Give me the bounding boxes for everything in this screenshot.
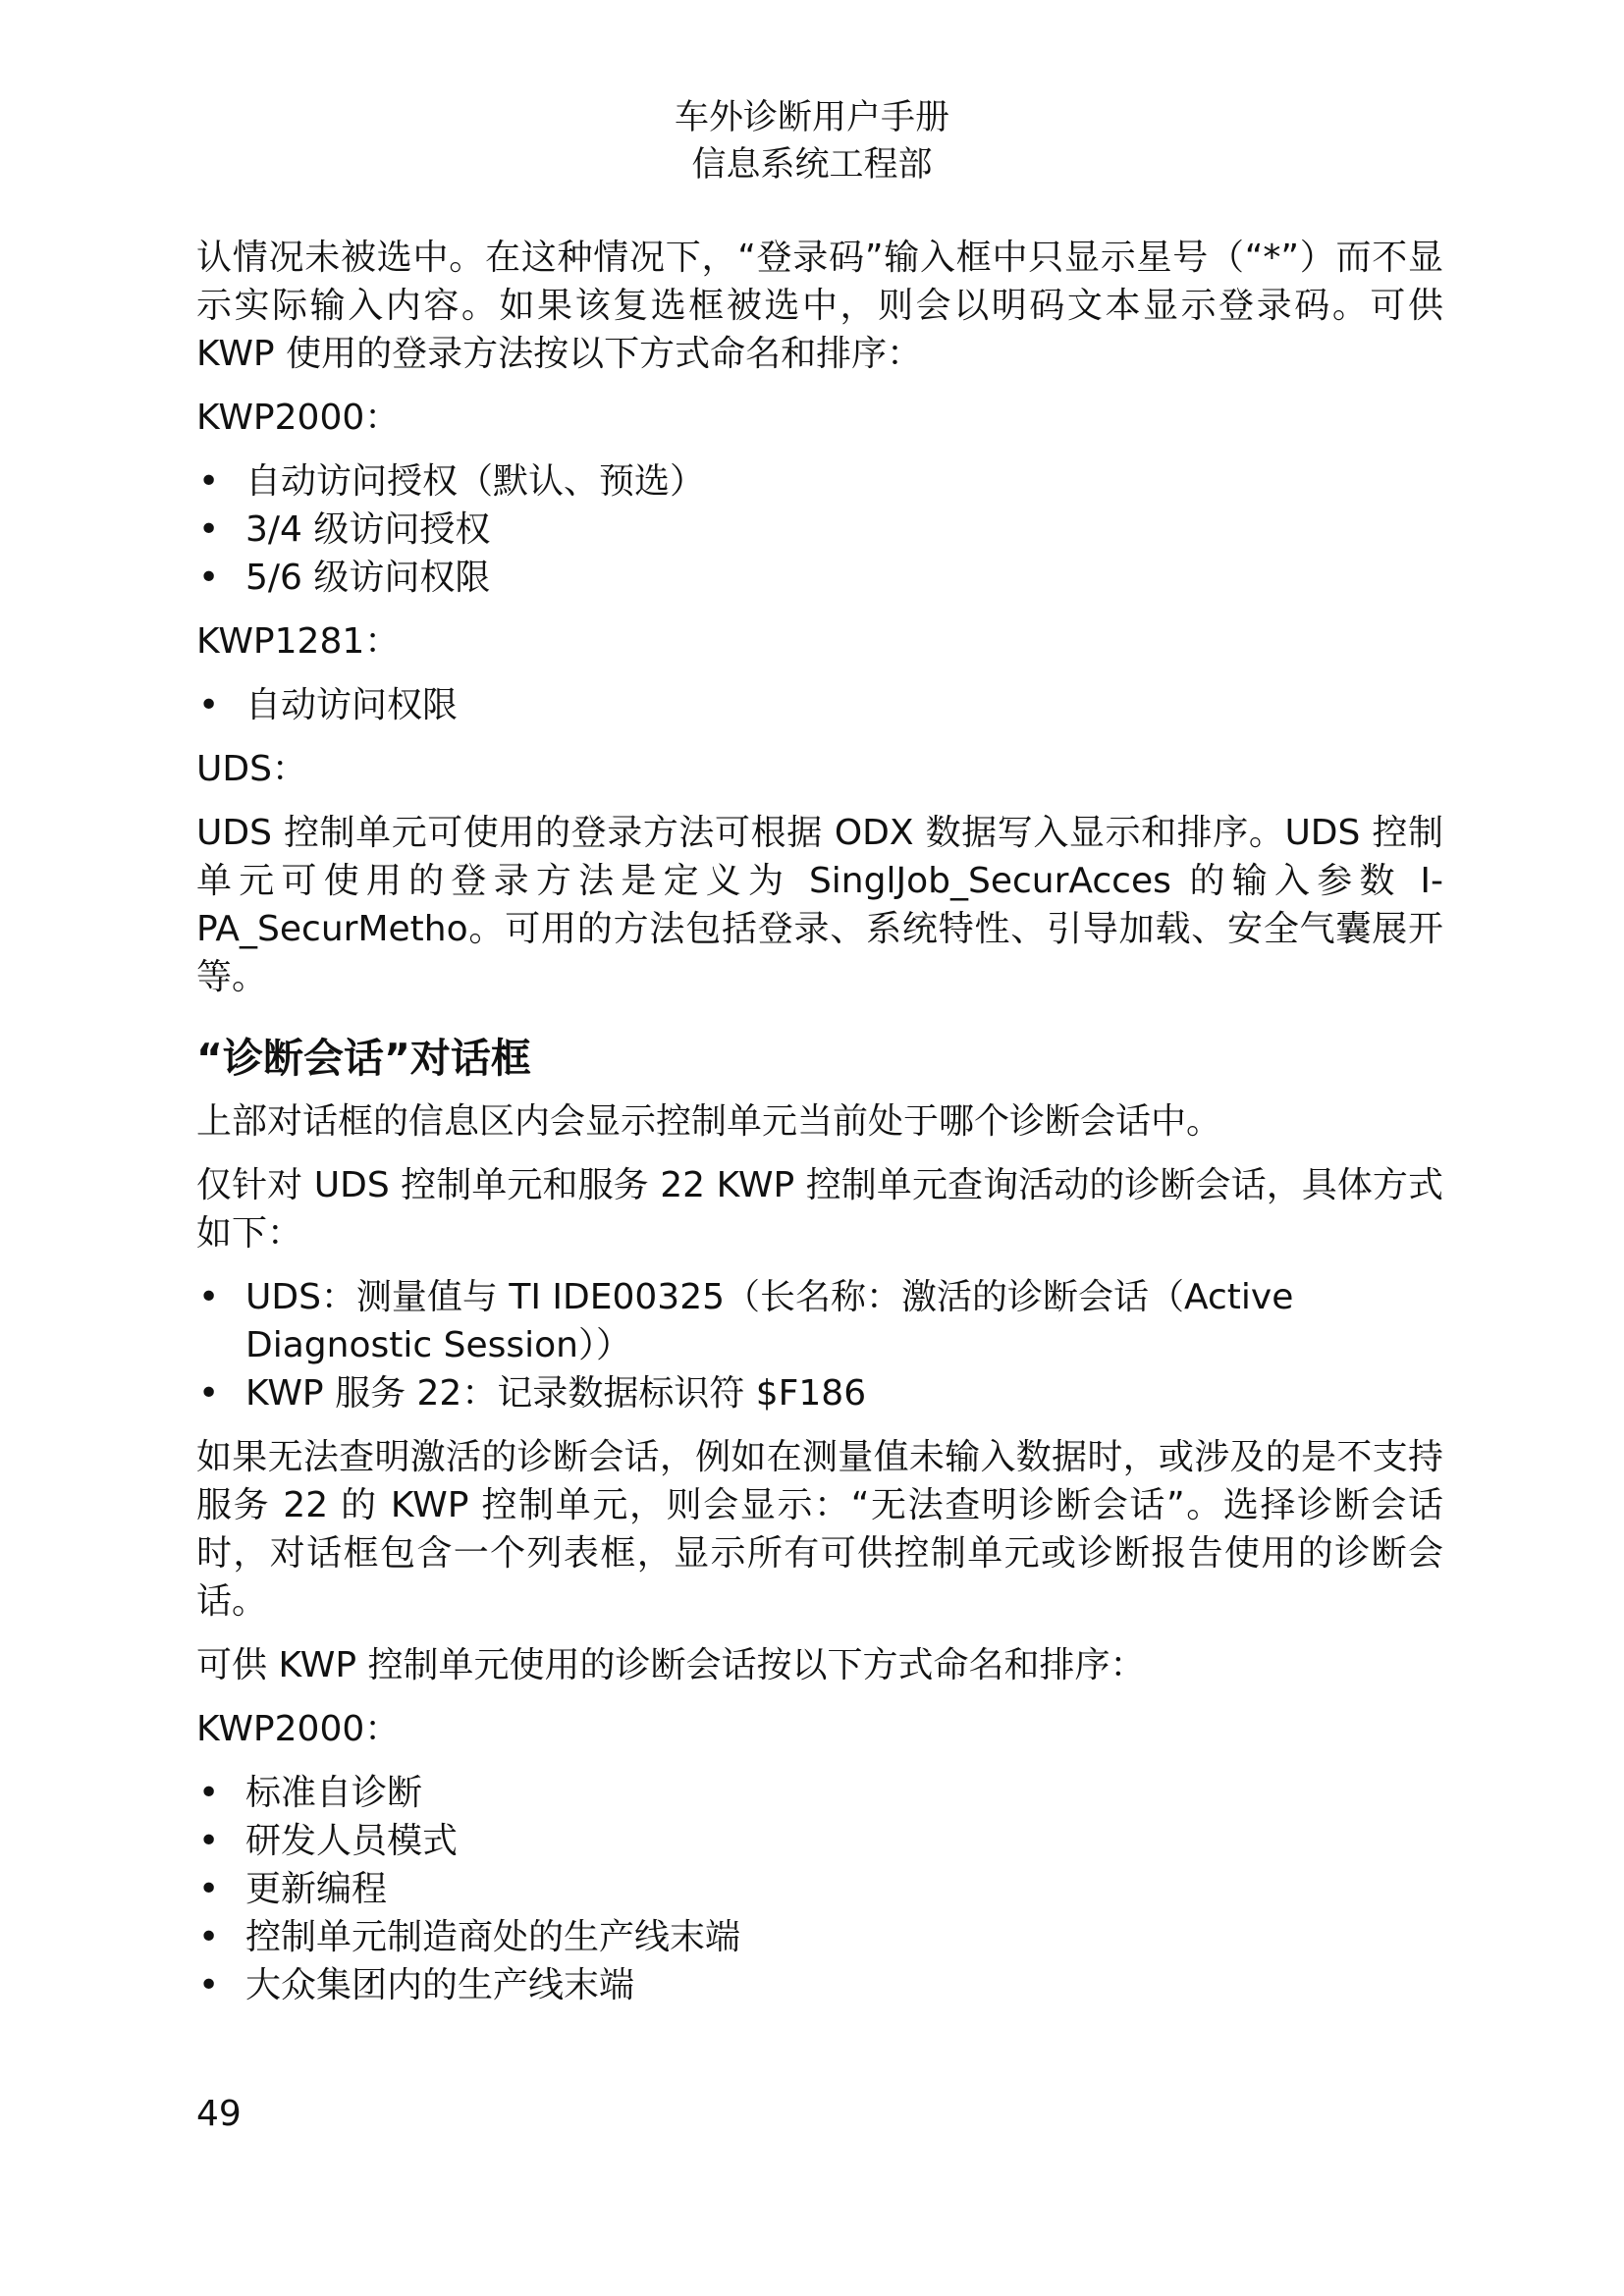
section-heading: “诊断会话”对话框 xyxy=(196,1035,531,1082)
kwp1281-login-label: KWP1281： xyxy=(196,621,401,662)
session-query-list xyxy=(196,1273,1443,1417)
kwp2000-login-label: KWP2000： xyxy=(196,398,401,438)
uds-login-paragraph: UDS 控制单元可使用的登录方法可根据 ODX 数据写入显示和排序。UDS 控制单元可使用的登录方法是定义为 SinglJob_SecurAcces 的输入参数 I-PA_SecurMetho。可用的方法包括登录、系统特性、引导加载、安全气囊展开等。 xyxy=(196,813,1443,997)
header-title: 车外诊断用户手册 xyxy=(674,98,949,137)
bullet-icon: • xyxy=(198,461,220,502)
bullet-icon: • xyxy=(198,509,220,550)
kwp2000-login-list xyxy=(196,457,1443,602)
list-item: • 3/4 级访问授权 xyxy=(196,506,1443,554)
kwp2000-session-list xyxy=(196,1769,1443,2009)
page-number: 49 xyxy=(196,2094,242,2134)
list-item: • 自动访问权限 xyxy=(196,681,1443,729)
intro-paragraph: 认情况未被选中。在这种情况下，“登录码”输入框中只显示星号（“*”）而不显示实际输入内容。如果该复选框被选中，则会以明码文本显示登录码。可供 KWP 使用的登录方法按以下方式命名和排序： xyxy=(196,238,1443,374)
bullet-icon: • xyxy=(198,558,220,598)
page-header xyxy=(0,94,1624,188)
list-item: • 控制单元制造商处的生产线末端 xyxy=(196,1913,1443,1961)
section-paragraph-3: 如果无法查明激活的诊断会话，例如在测量值未输入数据时，或涉及的是不支持服务 22 的 KWP 控制单元，则会显示：“无法查明诊断会话”。选择诊断会话时，对话框包含一个列表框，显示所有可供控制单元或诊断报告使用的诊断会话。 xyxy=(196,1437,1443,1622)
list-item: • 自动访问授权（默认、预选） xyxy=(196,457,1443,506)
bullet-icon: • xyxy=(198,1917,220,1957)
list-item: • 标准自诊断 xyxy=(196,1769,1443,1817)
kwp2000-session-label: KWP2000： xyxy=(196,1709,401,1749)
bullet-icon: • xyxy=(198,1373,220,1414)
bullet-icon: • xyxy=(198,1277,220,1317)
bullet-icon: • xyxy=(198,1773,220,1813)
bullet-icon: • xyxy=(198,1965,220,2005)
list-item: • KWP 服务 22：记录数据标识符 $F186 xyxy=(196,1369,1443,1417)
list-item: • 大众集团内的生产线末端 xyxy=(196,1961,1443,2009)
section-paragraph-2: 仅针对 UDS 控制单元和服务 22 KWP 控制单元查询活动的诊断会话，具体方式如下： xyxy=(196,1165,1443,1254)
header-department: 信息系统工程部 xyxy=(691,145,933,185)
section-paragraph-1: 上部对话框的信息区内会显示控制单元当前处于哪个诊断会话中。 xyxy=(196,1101,1222,1142)
bullet-icon: • xyxy=(198,1821,220,1861)
bullet-icon: • xyxy=(198,1869,220,1909)
list-item: • 研发人员模式 xyxy=(196,1817,1443,1865)
list-item: • 更新编程 xyxy=(196,1865,1443,1913)
section-paragraph-4: 可供 KWP 控制单元使用的诊断会话按以下方式命名和排序： xyxy=(196,1645,1146,1685)
bullet-icon: • xyxy=(198,685,220,725)
uds-login-label: UDS： xyxy=(196,749,307,789)
kwp1281-login-list xyxy=(196,681,1443,729)
list-item: • UDS：测量值与 TI IDE00325（长名称：激活的诊断会话（Active Diagnostic Session）） xyxy=(196,1273,1443,1369)
document-body xyxy=(196,234,1443,2025)
list-item: • 5/6 级访问权限 xyxy=(196,554,1443,602)
